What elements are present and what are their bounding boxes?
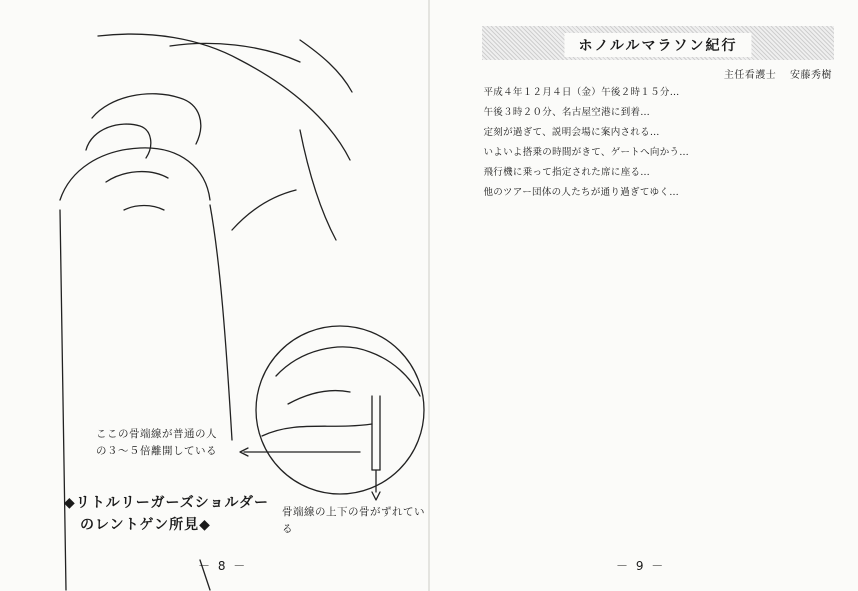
caption-line-1: ◆リトルリーガーズショルダー <box>64 495 269 511</box>
callout-line-1: ここの骨端線が普通の人 <box>96 428 217 440</box>
page-number-left: － 8 － <box>198 559 248 573</box>
body-paragraph: いよいよ搭乗の時間がきて、ゲートへ向かう… <box>483 147 690 158</box>
magnify-circle <box>256 326 424 494</box>
callout-epiphysis-widening <box>96 426 236 460</box>
page-number-right: － 9 － <box>616 559 666 573</box>
article-body <box>474 84 840 204</box>
callout-line-2: の３～５倍離開している <box>96 445 217 457</box>
author-name: 安藤秀樹 <box>790 70 832 81</box>
right-page <box>430 0 858 591</box>
author-line <box>714 66 832 81</box>
author-role: 主任看護士 <box>723 70 777 81</box>
title-band <box>482 26 834 60</box>
left-page <box>0 0 428 591</box>
body-paragraph: 午後３時２０分、名古屋空港に到着… <box>483 107 651 118</box>
callout-bone-shift: 骨端線の上下の骨がずれている <box>282 506 425 535</box>
body-paragraph: 定刻が過ぎて、説明会場に案内される… <box>483 127 660 138</box>
caption-line-2: のレントゲン所見◆ <box>80 517 211 533</box>
body-paragraph: 飛行機に乗って指定された席に座る… <box>483 167 651 178</box>
article-title: ホノルルマラソン紀行 <box>564 33 751 57</box>
figure-caption <box>64 492 304 536</box>
body-paragraph: 平成４年１２月４日（金）午後２時１５分… <box>483 87 680 98</box>
body-paragraph: 他のツアー団体の人たちが通り過ぎてゆく… <box>483 187 680 198</box>
